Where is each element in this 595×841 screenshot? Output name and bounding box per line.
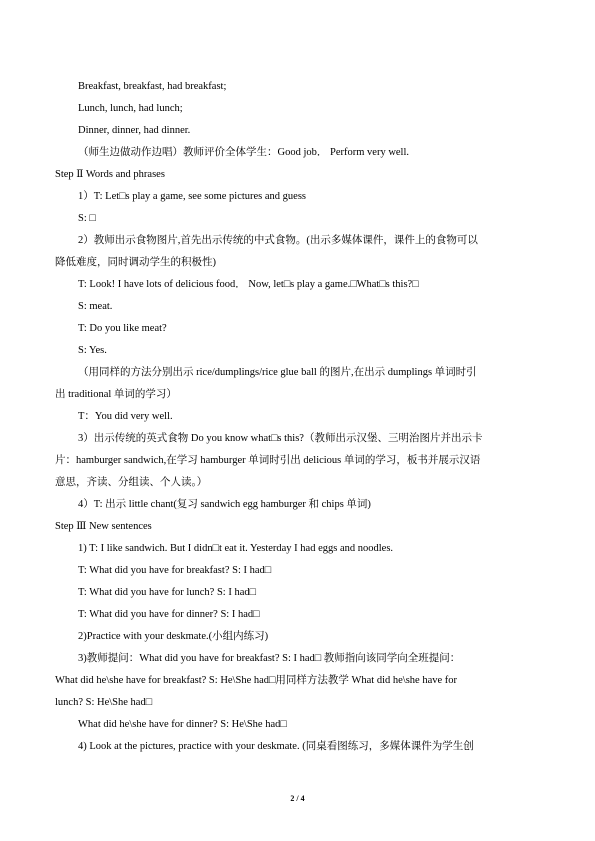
text-line: lunch? S: He\She had□ xyxy=(55,697,153,708)
text-line: 4) Look at the pictures, practice with your deskmate. (同桌看图练习，多媒体课件为学生创 xyxy=(78,741,474,752)
text-line: T: Do you like meat? xyxy=(78,323,167,334)
text-line: T: Look! I have lots of delicious food． Now, let□s play a game.□What□s this?□ xyxy=(78,279,419,290)
text-line: 4）T: 出示 little chant(复习 sandwich egg hamburger 和 chips 单词) xyxy=(78,499,371,510)
text-line: 2)Practice with your deskmate.(小组内练习) xyxy=(78,631,269,642)
text-line: 出 traditional 单词的学习） xyxy=(55,389,177,400)
text-line: 2）教师出示食物图片,首先出示传统的中式食物。(出示多媒体课件，课件上的食物可以 xyxy=(78,235,478,246)
text-line: T: What did you have for dinner? S: I had□ xyxy=(78,609,260,620)
text-line: S: Yes. xyxy=(78,345,107,356)
step-heading: Step Ⅲ New sentences xyxy=(55,521,152,532)
text-line: Lunch, lunch, had lunch; xyxy=(78,103,183,114)
text-line: 1) T: I like sandwich. But I didn□t eat it. Yesterday I had eggs and noodles. xyxy=(78,543,394,554)
step-heading: Step Ⅱ Words and phrases xyxy=(55,169,165,180)
text-line: S: meat. xyxy=(78,301,113,312)
text-line: 片：hamburger sandwich,在学习 hamburger 单词时引出 delicious 单词的学习，板书并展示汉语 xyxy=(55,455,481,466)
text-line: S: □ xyxy=(78,213,96,224)
text-line: 3)教师提问：What did you have for breakfast? S: I had□ 教师指向该同学向全班提问： xyxy=(78,653,461,664)
text-line: Dinner, dinner, had dinner. xyxy=(78,125,191,136)
text-line: T: What did you have for breakfast? S: I had□ xyxy=(78,565,272,576)
text-line: What did he\she have for breakfast? S: He\She had□用同样方法教学 What did he\she have for xyxy=(55,675,458,686)
text-line: （师生边做动作边唱）教师评价全体学生：Good job． Perform very well. xyxy=(78,147,410,158)
text-line: What did he\she have for dinner? S: He\She had□ xyxy=(78,719,287,730)
text-line: Breakfast, breakfast, had breakfast; xyxy=(78,81,227,92)
text-line: 降低难度，同时调动学生的积极性) xyxy=(55,257,216,268)
text-line: 意思，齐读、分组读、个人读。） xyxy=(55,477,208,488)
text-line: T：You did very well. xyxy=(78,411,173,422)
text-line: 1）T: Let□s play a game, see some pictures and guess xyxy=(78,191,307,202)
text-line: （用同样的方法分别出示 rice/dumplings/rice glue ball 的图片,在出示 dumplings 单词时引 xyxy=(78,367,477,378)
text-line: T: What did you have for lunch? S: I had□ xyxy=(78,587,256,598)
text-line: 3）出示传统的英式食物 Do you know what□s this?（教师出示汉堡、三明治图片并出示卡 xyxy=(78,433,483,444)
page-number: 2 / 4 xyxy=(290,794,305,803)
